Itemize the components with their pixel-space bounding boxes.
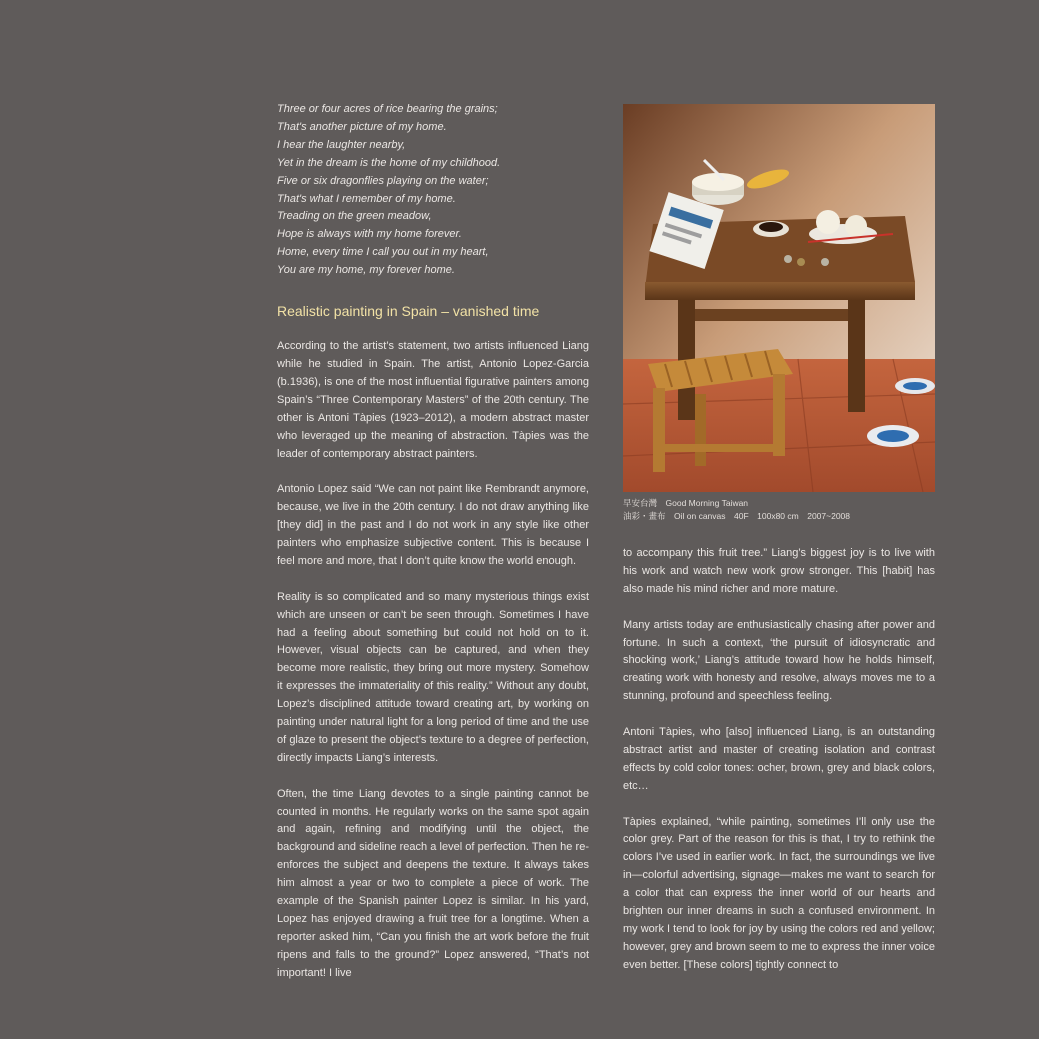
poem-line: Home, every time I call you out in my heart, bbox=[277, 246, 489, 259]
section-heading: Realistic painting in Spain – vanished time bbox=[277, 303, 540, 320]
poem-line: Five or six dragonflies playing on the water; bbox=[277, 174, 489, 187]
poem bbox=[277, 101, 589, 280]
body-paragraph: Antonio Lopez said “We can not paint like Rembrandt anymore, because, we live in the 20th century. I do not draw anything like [they did] in the past and I do not work in any style like other painters who emphasize subjective content. This is because I feel more and more, that I don’t quite know the world enough. bbox=[277, 483, 589, 567]
body-paragraph: Reality is so complicated and so many mysterious things exist which are unseen or can’t be seen through. Sometimes I have had a feeling about something but could not hold on to it. However, visual objects can be captured, and when they become more realistic, they bring out more mystery. Somehow it expresses the immateriality of this reality.” Without any doubt, Lopez’s disciplined attitude toward creating art, by working on painting under natural light for a long period of time and the use of glaze to present the object’s texture to a degree of perfection, directly impacts Liang’s interests. bbox=[277, 590, 589, 764]
poem-line: Hope is always with my home forever. bbox=[277, 228, 462, 241]
body-paragraph: Many artists today are enthusiastically chasing after power and fortune. In such a context, ‘the pursuit of idiosyncratic and shocking work,’ Liang’s attitude toward how he holds himself, creating work with honesty and resolve, always moves me to a stunning, profound and speechless feeling. bbox=[623, 618, 935, 703]
poem-line: I hear the laughter nearby, bbox=[277, 138, 406, 151]
poem-line: You are my home, my forever home. bbox=[277, 264, 455, 277]
poem-line: Treading on the green meadow, bbox=[277, 210, 432, 223]
right-column bbox=[623, 545, 935, 993]
left-column bbox=[277, 101, 589, 1001]
caption-title: 早安台灣 Good Morning Taiwan bbox=[623, 498, 749, 508]
body-paragraph: According to the artist’s statement, two artists influenced Liang while he studied in Spain. The artist, Antonio Lopez-Garcia (b.1936), is one of the most influential figurative painters among Spain’s “Three Contemporary Masters” of the 20th century. The other is Antoni Tàpies (1923–2012), a modern abstract master who leveraged up the meaning of abstraction. Tàpies was the leader of contemporary abstract painters. bbox=[277, 340, 589, 460]
body-paragraph: Tàpies explained, “while painting, sometimes I’ll only use the color grey. Part of the reason for this is that, I try to rethink the colors I’ve used in earlier work. In fact, the surroundings we live in—colorful advertising, signage—makes me want to search for a color that can express the inner world of our hearts and brighten our inner dreams in such a confused environment. In my work I tend to look for joy by using the colors red and yellow; however, grey and brown seem to me to express the inner voice even better. [These colors] tightly connect to bbox=[623, 815, 935, 971]
body-paragraph: Antoni Tàpies, who [also] influenced Liang, is an outstanding abstract artist and master of creating isolation and contrast effects by cold color tones: ocher, brown, grey and black colors, etc… bbox=[623, 726, 935, 792]
poem-line: That's what I remember of my home. bbox=[277, 192, 456, 205]
poem-line: Three or four acres of rice bearing the grains; bbox=[277, 103, 498, 115]
poem-line: That's another picture of my home. bbox=[277, 120, 447, 133]
painting-image bbox=[623, 104, 935, 492]
body-paragraph: to accompany this fruit tree.” Liang’s biggest joy is to live with his work and watch new work grow stronger. This [habit] has also made his mind richer and more mature. bbox=[623, 547, 935, 595]
body-paragraph: Often, the time Liang devotes to a single painting cannot be counted in months. He regularly works on the same spot again and again, refining and modifying until the object, the background and sideline reach a level of perfection. Then he re-enforces the subject and deepens the texture. It always takes him almost a year or two to complete a piece of work. The example of the Spanish painter Lopez is similar. In his yard, Lopez has enjoyed drawing a fruit tree for a longtime. When a reporter asked him, “Can you finish the art work before the fruit ripens and falls to the ground?” Lopez answered, “That’s not important! I live bbox=[277, 787, 589, 979]
caption-details: 油彩・畫布 Oil on canvas 40F 100x80 cm 2007~2008 bbox=[623, 510, 851, 521]
painting-caption bbox=[623, 497, 935, 522]
poem-line: Yet in the dream is the home of my childhood. bbox=[277, 156, 501, 169]
